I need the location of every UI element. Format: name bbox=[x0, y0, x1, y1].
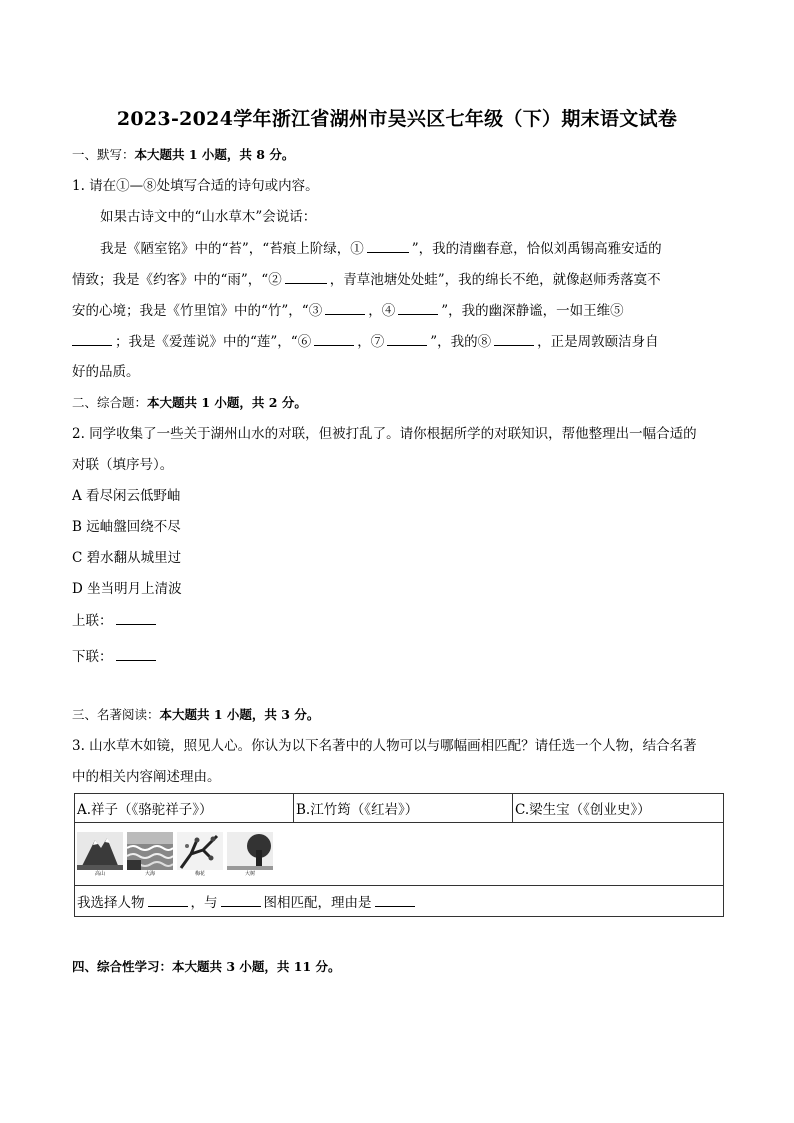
q1-line-1 bbox=[100, 238, 752, 259]
q2-option-d: D 坐当明月上清波 bbox=[72, 581, 182, 597]
upper-label: 上联： bbox=[72, 613, 113, 629]
q2-option-a: A 看尽闲云低野岫 bbox=[72, 488, 181, 504]
text-segment: ，与 bbox=[190, 895, 218, 911]
text-segment: ，④ bbox=[368, 303, 396, 319]
blank-5[interactable] bbox=[72, 331, 112, 346]
picture-caption: 高山 bbox=[94, 870, 105, 877]
section-4-header bbox=[72, 957, 724, 977]
section-info: 本大题共 1 小题，共 2 分。 bbox=[147, 395, 307, 410]
lower-label: 下联： bbox=[72, 649, 113, 665]
text-segment: 我是《陋室铭》中的“苔”，“苔痕上阶绿，① bbox=[100, 241, 364, 257]
section-info: 本大题共 3 小题，共 11 分。 bbox=[172, 959, 341, 974]
q2-stem-2: 对联（填序号）。 bbox=[72, 457, 174, 473]
text-segment: ”，我的幽深静谧，一如王维⑤ bbox=[441, 303, 624, 319]
q1-stem: 1. 请在①—⑧处填写合适的诗句或内容。 bbox=[72, 178, 319, 194]
q1-line-3 bbox=[72, 300, 724, 321]
section-label: 三、名著阅读： bbox=[72, 707, 160, 722]
picture-row bbox=[77, 831, 721, 878]
section-info: 本大题共 1 小题，共 3 分。 bbox=[159, 707, 320, 722]
q3-stem-2: 中的相关内容阐述理由。 bbox=[72, 769, 221, 785]
picture-tree bbox=[227, 832, 273, 878]
text-segment: 图相匹配，理由是 bbox=[263, 895, 372, 911]
blank-2[interactable] bbox=[285, 269, 327, 284]
q1-line-2 bbox=[72, 269, 724, 290]
choice-c: C.梁生宝（《创业史》） bbox=[513, 794, 724, 823]
section-label: 二、综合题： bbox=[72, 395, 148, 410]
section-label: 一、默写： bbox=[72, 147, 135, 162]
blank-4[interactable] bbox=[398, 300, 438, 315]
q1-intro: 如果古诗文中的“山水草木”会说话： bbox=[100, 209, 317, 225]
reason-blank[interactable] bbox=[375, 892, 415, 907]
text-segment: ，⑦ bbox=[357, 334, 385, 350]
text-segment: ；我是《爱莲说》中的“莲”，“⑥ bbox=[115, 334, 312, 350]
choice-b: B.江竹筠（《红岩》） bbox=[294, 794, 513, 823]
q3-stem-1: 3. 山水草木如镜，照见人心。你认为以下名著中的人物可以与哪幅画相匹配？请任选一个人物，结合名著 bbox=[72, 738, 697, 754]
choice-a: A.祥子（《骆驼祥子》） bbox=[75, 794, 294, 823]
text-segment: 我选择人物 bbox=[77, 895, 145, 911]
blank-8[interactable] bbox=[494, 331, 534, 346]
tree-image bbox=[227, 832, 273, 870]
picture-plum bbox=[177, 832, 223, 878]
q3-table bbox=[74, 793, 724, 917]
q1-line-4 bbox=[72, 331, 724, 352]
text-segment: ，青草池塘处处蛙”，我的绵长不绝，就像赵师秀落寞不 bbox=[329, 272, 661, 288]
pictures-cell bbox=[75, 823, 724, 886]
blank-7[interactable] bbox=[387, 331, 427, 346]
blank-3[interactable] bbox=[325, 300, 365, 315]
text-segment: ，正是周敦颐洁身自 bbox=[537, 334, 659, 350]
section-3-header bbox=[72, 705, 724, 725]
answer-cell bbox=[75, 886, 724, 917]
blank-1[interactable] bbox=[367, 238, 409, 253]
text-segment: 情致；我是《约客》中的“雨”，“② bbox=[72, 272, 282, 288]
text-segment: ”，我的⑧ bbox=[430, 334, 492, 350]
q1-line-5: 好的品质。 bbox=[72, 364, 140, 380]
mountain-image bbox=[77, 832, 123, 870]
picture-caption: 大树 bbox=[244, 870, 255, 877]
section-1-header bbox=[72, 145, 724, 165]
section-info: 本大题共 1 小题，共 8 分。 bbox=[134, 147, 295, 162]
picture-blank[interactable] bbox=[221, 892, 261, 907]
section-2-header bbox=[72, 393, 724, 413]
plum-blossom-image bbox=[177, 832, 223, 870]
page-title: 2023-2024学年浙江省湖州市吴兴区七年级（下）期末语文试卷 bbox=[116, 108, 678, 130]
picture-caption: 大海 bbox=[144, 870, 155, 877]
lower-blank[interactable] bbox=[116, 646, 156, 661]
section-label: 四、综合性学习： bbox=[72, 959, 173, 974]
q2-lower bbox=[72, 646, 724, 667]
person-blank[interactable] bbox=[148, 892, 188, 907]
sea-image bbox=[127, 832, 173, 870]
q2-option-c: C 碧水翻从城里过 bbox=[72, 550, 182, 566]
picture-sea bbox=[127, 832, 173, 878]
text-segment: ”，我的清幽春意，恰似刘禹锡高雅安适的 bbox=[411, 241, 662, 257]
blank-6[interactable] bbox=[314, 331, 354, 346]
q2-option-b: B 远岫盤回绕不尽 bbox=[72, 519, 181, 535]
q2-stem-1: 2. 同学收集了一些关于湖州山水的对联，但被打乱了。请你根据所学的对联知识，帮他整理出一幅合适的 bbox=[72, 426, 697, 442]
q2-upper bbox=[72, 610, 724, 631]
text-segment: 安的心境；我是《竹里馆》中的“竹”，“③ bbox=[72, 303, 323, 319]
picture-caption: 梅花 bbox=[194, 870, 205, 877]
upper-blank[interactable] bbox=[116, 610, 156, 625]
picture-mountain bbox=[77, 832, 123, 878]
